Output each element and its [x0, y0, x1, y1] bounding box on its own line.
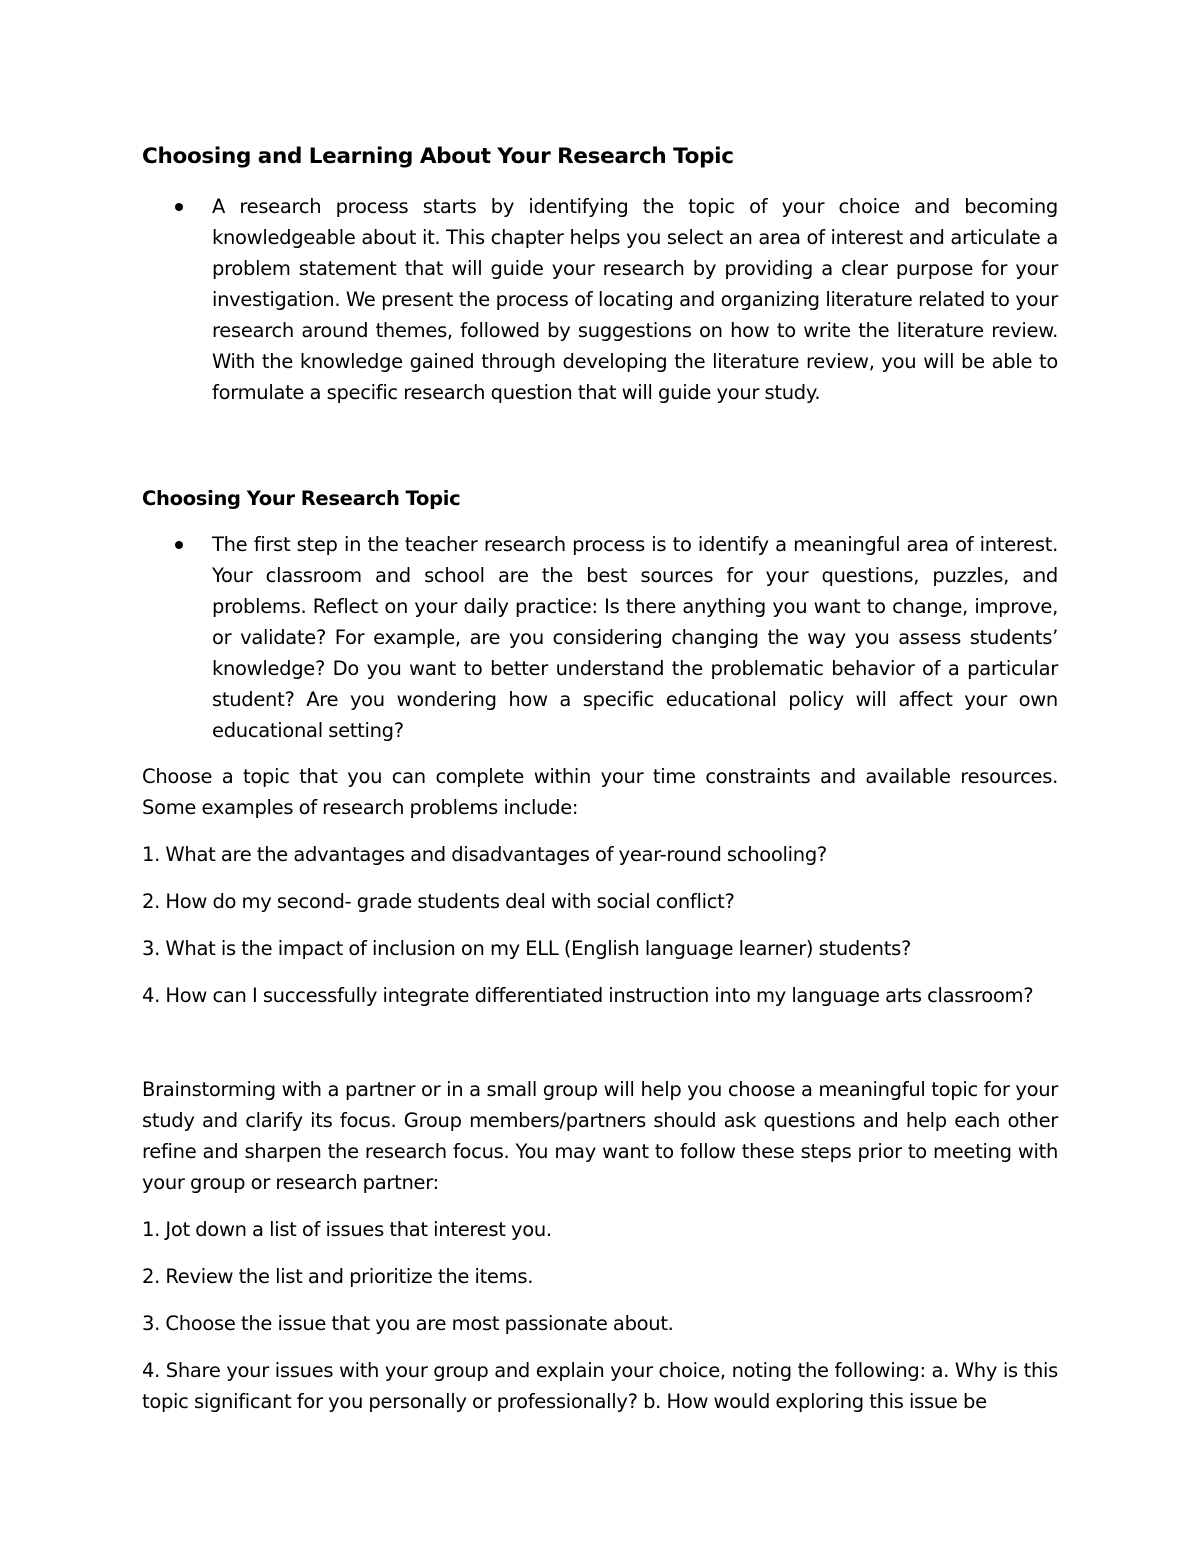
intro-bullet-text: A research process starts by identifying the topic of your choice and becoming knowledgeable about it. This chapter helps you select an area of interest and articulate a problem statement that will guide your research by providing a clear purpose for your investigation. We present the process of locating and organizing literature related to your research around themes, followed by suggestions on how to write the literature review. With the knowledge gained through developing the literature review, you will be able to formulate a specific research question that will guide your study.: [212, 195, 1058, 404]
section-bullet-item: [142, 529, 1058, 746]
section-heading: Choosing Your Research Topic: [142, 487, 461, 510]
step-item-4: 4. Share your issues with your group and explain your choice, noting the following: a. Why is this topic significant for you personally or professionally? b. How would exploring this issue be: [142, 1359, 1058, 1413]
step-item-2: 2. Review the list and prioritize the items.: [142, 1265, 534, 1288]
bullet-icon: [175, 203, 183, 211]
intro-bullet-list: [142, 191, 1058, 408]
choose-paragraph: Choose a topic that you can complete within your time constraints and available resources. Some examples of research problems include:: [142, 765, 1058, 819]
example-item-3: 3. What is the impact of inclusion on my ELL (English language learner) students?: [142, 937, 911, 960]
step-item-1: 1. Jot down a list of issues that interest you.: [142, 1218, 552, 1241]
document-title: Choosing and Learning About Your Research Topic: [142, 144, 734, 169]
bullet-icon: [175, 541, 183, 549]
section-bullet-text: The first step in the teacher research process is to identify a meaningful area of interest. Your classroom and school are the best sources for your questions, puzzles, and problems. Reflect on your daily practice: Is there anything you want to change, improve, or validate? For example, are you considering changing the way you assess students’ knowledge? Do you want to better understand the problematic behavior of a particular student? Are you wondering how a specific educational policy will affect your own educational setting?: [212, 533, 1058, 742]
brainstorm-paragraph: Brainstorming with a partner or in a small group will help you choose a meaningful topic for your study and clarify its focus. Group members/partners should ask questions and help each other refine and sharpen the research focus. You may want to follow these steps prior to meeting with your group or research partner:: [142, 1078, 1058, 1194]
example-item-1: 1. What are the advantages and disadvantages of year-round schooling?: [142, 843, 827, 866]
section-bullet-list: [142, 529, 1058, 746]
example-item-4: 4. How can I successfully integrate differentiated instruction into my language arts classroom?: [142, 984, 1034, 1007]
example-item-2: 2. How do my second- grade students deal with social conflict?: [142, 890, 735, 913]
intro-bullet-item: [142, 191, 1058, 408]
document-page: [142, 140, 1058, 1417]
step-item-3: 3. Choose the issue that you are most passionate about.: [142, 1312, 674, 1335]
